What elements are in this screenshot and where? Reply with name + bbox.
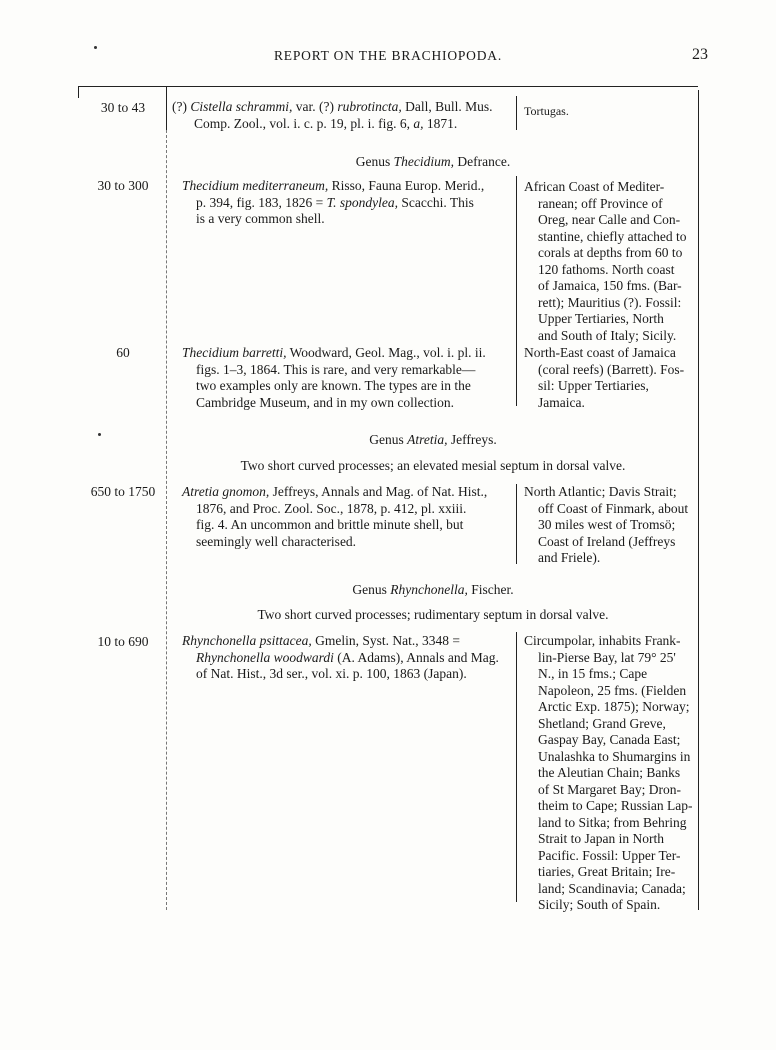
desc-line: p. 394, fig. 183, 1826 = T. spondylea, Scacchi. This bbox=[196, 194, 474, 210]
loc-line: lin-Pierse Bay, lat 79° 25' bbox=[538, 649, 676, 665]
loc-line: Napoleon, 25 fms. (Fielden bbox=[538, 682, 687, 698]
species-description bbox=[182, 178, 510, 228]
page-number: 23 bbox=[692, 46, 708, 63]
desc-line: of Nat. Hist., 3d ser., vol. xi. p. 100, 1863 (Japan). bbox=[196, 666, 467, 681]
desc-line: Thecidium barretti, Woodward, Geol. Mag., vol. i. pl. ii. bbox=[182, 345, 486, 360]
loc-line: Oreg, near Calle and Con- bbox=[538, 212, 681, 227]
loc-line: (coral reefs) (Barrett). Fos- bbox=[538, 361, 685, 377]
loc-line: North-East coast of Jamaica bbox=[524, 345, 676, 360]
locality bbox=[524, 179, 694, 344]
species-description bbox=[182, 633, 508, 683]
loc-line: of St Margaret Bay; Dron- bbox=[538, 781, 681, 797]
loc-line: Circumpolar, inhabits Frank- bbox=[524, 633, 681, 648]
desc-line: Rhynchonella woodwardi (A. Adams), Annals and Mag. bbox=[196, 649, 499, 665]
loc-line: Gaspay Bay, Canada East; bbox=[538, 732, 681, 747]
loc-line: Sicily; South of Spain. bbox=[538, 897, 661, 912]
column-divider bbox=[516, 632, 517, 902]
loc-line: 120 fathoms. North coast bbox=[538, 261, 675, 277]
depth-range: 60 bbox=[116, 345, 130, 360]
loc-line: the Aleutian Chain; Banks bbox=[538, 765, 681, 780]
margin-speck bbox=[98, 433, 101, 436]
desc-line: seemingly well characterised. bbox=[196, 533, 357, 549]
depth-range: 650 to 1750 bbox=[90, 484, 156, 499]
depth-range: 30 to 43 bbox=[100, 100, 146, 115]
loc-line: 30 miles west of Tromsö; bbox=[538, 517, 676, 532]
desc-line: two examples only are known. The types are in the bbox=[196, 378, 471, 393]
desc-line: fig. 4. An uncommon and brittle minute shell, but bbox=[196, 517, 464, 532]
genus-characters: Two short curved processes; rudimentary septum in dorsal valve. bbox=[257, 607, 609, 622]
desc-line: Rhynchonella psittacea, Gmelin, Syst. Nat., 3348 = bbox=[182, 633, 460, 648]
loc-line: Pacific. Fossil: Upper Ter- bbox=[538, 847, 681, 863]
desc-line: 1876, and Proc. Zool. Soc., 1878, p. 412, pl. xxiii. bbox=[196, 500, 467, 516]
loc-line: Unalashka to Shumargins in bbox=[538, 748, 691, 764]
running-title: REPORT ON THE BRACHIOPODA. bbox=[273, 48, 502, 63]
column-divider bbox=[516, 484, 517, 564]
genus-heading: Genus Thecidium, Defrance. bbox=[355, 154, 511, 169]
desc-line: Cambridge Museum, and in my own collection. bbox=[196, 394, 454, 410]
loc-line: African Coast of Mediter- bbox=[524, 179, 665, 194]
table-left-border bbox=[78, 86, 79, 98]
column-divider bbox=[166, 130, 167, 910]
depth-range: 30 to 300 bbox=[97, 178, 149, 193]
species-description bbox=[172, 99, 508, 132]
loc-line: and South of Italy; Sicily. bbox=[538, 327, 677, 343]
depth-range: 10 to 690 bbox=[97, 634, 149, 649]
loc-line: land; Scandinavia; Canada; bbox=[538, 880, 686, 896]
species-description bbox=[182, 345, 510, 411]
desc-line: figs. 1–3, 1864. This is rare, and very remarkable— bbox=[196, 361, 476, 377]
loc-line: Coast of Ireland (Jeffreys bbox=[538, 533, 676, 549]
species-description bbox=[182, 484, 508, 550]
loc-line: land to Sitka; from Behring bbox=[538, 814, 687, 830]
loc-line: North Atlantic; Davis Strait; bbox=[524, 484, 677, 499]
locality bbox=[524, 484, 694, 567]
margin-speck bbox=[94, 46, 97, 49]
column-divider bbox=[516, 96, 517, 130]
loc-line: Strait to Japan in North bbox=[538, 831, 664, 846]
table-top-rule bbox=[78, 86, 698, 87]
desc-line: Atretia gnomon, Jeffreys, Annals and Mag. of Nat. Hist., bbox=[182, 484, 488, 499]
loc-line: off Coast of Finmark, about bbox=[538, 500, 689, 516]
loc-line: of Jamaica, 150 fms. (Bar- bbox=[538, 278, 682, 293]
loc-line: and Friele). bbox=[538, 550, 601, 565]
loc-line: Arctic Exp. 1875); Norway; bbox=[538, 699, 690, 714]
locality: Tortugas. bbox=[524, 104, 569, 118]
locality bbox=[524, 633, 694, 914]
genus-heading: Genus Atretia, Jeffreys. bbox=[369, 432, 497, 447]
loc-line: rett); Mauritius (?). Fossil: bbox=[538, 294, 682, 310]
genus-heading: Genus Rhynchonella, Fischer. bbox=[352, 582, 514, 597]
loc-line: N., in 15 fms.; Cape bbox=[538, 666, 648, 681]
loc-line: Shetland; Grand Greve, bbox=[538, 715, 666, 731]
page-header bbox=[0, 44, 776, 68]
genus-characters: Two short curved processes; an elevated mesial septum in dorsal valve. bbox=[240, 458, 626, 473]
table-right-border bbox=[698, 90, 699, 910]
desc-line: (?) Cistella schrammi, var. (?) rubrotincta, Dall, Bull. Mus. bbox=[172, 99, 493, 114]
locality bbox=[524, 345, 694, 411]
loc-line: Jamaica. bbox=[538, 394, 585, 410]
column-divider bbox=[516, 176, 517, 406]
loc-line: tiaries, Great Britain; Ire- bbox=[538, 864, 676, 879]
loc-line: theim to Cape; Russian Lap- bbox=[538, 798, 693, 813]
desc-line: is a very common shell. bbox=[196, 211, 325, 226]
loc-line: stantine, chiefly attached to bbox=[538, 228, 687, 244]
loc-line: corals at depths from 60 to bbox=[538, 245, 683, 260]
loc-line: ranean; off Province of bbox=[538, 195, 663, 211]
desc-line: Comp. Zool., vol. i. c. p. 19, pl. i. fig. 6, a, 1871. bbox=[194, 115, 458, 131]
loc-line: Upper Tertiaries, North bbox=[538, 311, 664, 326]
desc-line: Thecidium mediterraneum, Risso, Fauna Europ. Merid., bbox=[182, 178, 485, 193]
loc-line: sil: Upper Tertiaries, bbox=[538, 378, 649, 393]
